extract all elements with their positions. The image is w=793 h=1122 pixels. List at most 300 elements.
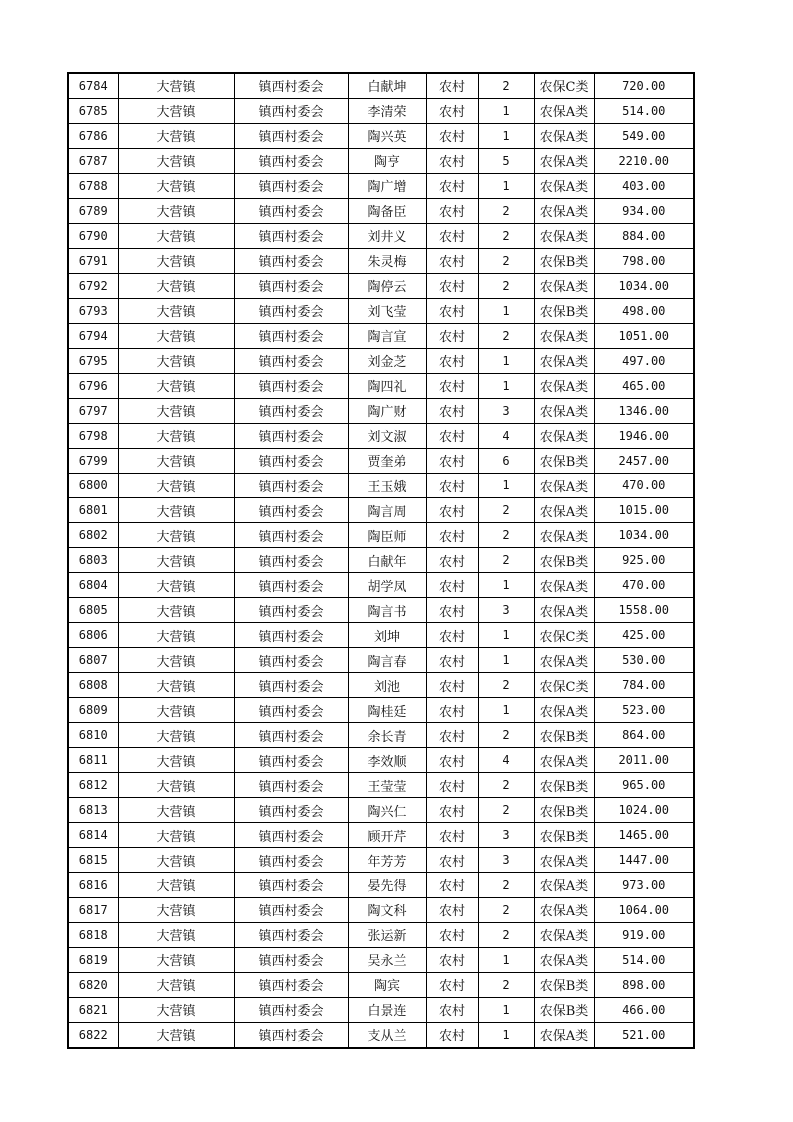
table-row	[68, 273, 694, 298]
name-cell: 刘坤	[348, 623, 426, 648]
household-type-cell: 农村	[426, 548, 478, 573]
amount-cell: 1034.00	[594, 523, 694, 548]
family-size-cell: 1	[478, 473, 534, 498]
row-number-cell: 6793	[68, 298, 118, 323]
household-type-cell: 农村	[426, 723, 478, 748]
amount-cell: 2011.00	[594, 748, 694, 773]
family-size-cell: 1	[478, 1022, 534, 1047]
town-cell: 大营镇	[118, 448, 234, 473]
insurance-category-cell: 农保A类	[534, 348, 594, 373]
amount-cell: 530.00	[594, 648, 694, 673]
family-size-cell: 2	[478, 922, 534, 947]
table-row	[68, 73, 694, 98]
row-number-cell: 6787	[68, 148, 118, 173]
name-cell: 李清荣	[348, 98, 426, 123]
amount-cell: 470.00	[594, 573, 694, 598]
table-row	[68, 947, 694, 972]
insurance-category-cell: 农保A类	[534, 98, 594, 123]
town-cell: 大营镇	[118, 173, 234, 198]
town-cell: 大营镇	[118, 823, 234, 848]
amount-cell: 898.00	[594, 972, 694, 997]
row-number-cell: 6810	[68, 723, 118, 748]
family-size-cell: 1	[478, 947, 534, 972]
family-size-cell: 2	[478, 723, 534, 748]
household-type-cell: 农村	[426, 698, 478, 723]
town-cell: 大营镇	[118, 373, 234, 398]
household-type-cell: 农村	[426, 873, 478, 898]
row-number-cell: 6811	[68, 748, 118, 773]
household-type-cell: 农村	[426, 98, 478, 123]
name-cell: 陶文科	[348, 897, 426, 922]
name-cell: 白献年	[348, 548, 426, 573]
family-size-cell: 3	[478, 598, 534, 623]
amount-cell: 884.00	[594, 223, 694, 248]
town-cell: 大营镇	[118, 698, 234, 723]
row-number-cell: 6820	[68, 972, 118, 997]
amount-cell: 1946.00	[594, 423, 694, 448]
town-cell: 大营镇	[118, 773, 234, 798]
name-cell: 刘井义	[348, 223, 426, 248]
town-cell: 大营镇	[118, 123, 234, 148]
family-size-cell: 2	[478, 323, 534, 348]
name-cell: 胡学凤	[348, 573, 426, 598]
insurance-category-cell: 农保A类	[534, 598, 594, 623]
table-row	[68, 897, 694, 922]
town-cell: 大营镇	[118, 523, 234, 548]
village-committee-cell: 镇西村委会	[234, 73, 348, 98]
insurance-category-cell: 农保A类	[534, 398, 594, 423]
town-cell: 大营镇	[118, 798, 234, 823]
table-row	[68, 723, 694, 748]
family-size-cell: 2	[478, 198, 534, 223]
family-size-cell: 1	[478, 997, 534, 1022]
town-cell: 大营镇	[118, 223, 234, 248]
insurance-category-cell: 农保B类	[534, 548, 594, 573]
table-row	[68, 573, 694, 598]
household-type-cell: 农村	[426, 448, 478, 473]
insurance-category-cell: 农保A类	[534, 648, 594, 673]
household-type-cell: 农村	[426, 523, 478, 548]
family-size-cell: 2	[478, 73, 534, 98]
insurance-category-cell: 农保B类	[534, 723, 594, 748]
row-number-cell: 6795	[68, 348, 118, 373]
name-cell: 晏先得	[348, 873, 426, 898]
family-size-cell: 1	[478, 298, 534, 323]
name-cell: 刘金芝	[348, 348, 426, 373]
insurance-category-cell: 农保A类	[534, 173, 594, 198]
family-size-cell: 1	[478, 648, 534, 673]
village-committee-cell: 镇西村委会	[234, 823, 348, 848]
amount-cell: 965.00	[594, 773, 694, 798]
amount-cell: 549.00	[594, 123, 694, 148]
insurance-category-cell: 农保A类	[534, 423, 594, 448]
name-cell: 陶广增	[348, 173, 426, 198]
household-type-cell: 农村	[426, 897, 478, 922]
town-cell: 大营镇	[118, 673, 234, 698]
table-row	[68, 148, 694, 173]
town-cell: 大营镇	[118, 198, 234, 223]
town-cell: 大营镇	[118, 398, 234, 423]
amount-cell: 1051.00	[594, 323, 694, 348]
row-number-cell: 6822	[68, 1022, 118, 1047]
table-row	[68, 548, 694, 573]
household-type-cell: 农村	[426, 173, 478, 198]
table-row	[68, 248, 694, 273]
insurance-category-cell: 农保A类	[534, 573, 594, 598]
table-row	[68, 123, 694, 148]
insurance-category-cell: 农保A类	[534, 523, 594, 548]
row-number-cell: 6816	[68, 873, 118, 898]
row-number-cell: 6814	[68, 823, 118, 848]
household-type-cell: 农村	[426, 348, 478, 373]
town-cell: 大营镇	[118, 248, 234, 273]
family-size-cell: 3	[478, 823, 534, 848]
table-row	[68, 98, 694, 123]
amount-cell: 470.00	[594, 473, 694, 498]
amount-cell: 1558.00	[594, 598, 694, 623]
name-cell: 陶言书	[348, 598, 426, 623]
row-number-cell: 6807	[68, 648, 118, 673]
amount-cell: 1024.00	[594, 798, 694, 823]
table-row	[68, 823, 694, 848]
name-cell: 支从兰	[348, 1022, 426, 1047]
household-type-cell: 农村	[426, 223, 478, 248]
row-number-cell: 6804	[68, 573, 118, 598]
family-size-cell: 2	[478, 248, 534, 273]
family-size-cell: 2	[478, 273, 534, 298]
table-row	[68, 1022, 694, 1047]
amount-cell: 514.00	[594, 98, 694, 123]
table-row	[68, 648, 694, 673]
household-type-cell: 农村	[426, 248, 478, 273]
village-committee-cell: 镇西村委会	[234, 373, 348, 398]
village-committee-cell: 镇西村委会	[234, 922, 348, 947]
town-cell: 大营镇	[118, 873, 234, 898]
insurance-category-cell: 农保A类	[534, 873, 594, 898]
village-committee-cell: 镇西村委会	[234, 323, 348, 348]
village-committee-cell: 镇西村委会	[234, 273, 348, 298]
village-committee-cell: 镇西村委会	[234, 448, 348, 473]
family-size-cell: 4	[478, 423, 534, 448]
table-row	[68, 922, 694, 947]
row-number-cell: 6819	[68, 947, 118, 972]
village-committee-cell: 镇西村委会	[234, 173, 348, 198]
amount-cell: 784.00	[594, 673, 694, 698]
insurance-category-cell: 农保B类	[534, 997, 594, 1022]
household-type-cell: 农村	[426, 947, 478, 972]
row-number-cell: 6808	[68, 673, 118, 698]
household-type-cell: 农村	[426, 73, 478, 98]
name-cell: 陶兴仁	[348, 798, 426, 823]
town-cell: 大营镇	[118, 298, 234, 323]
household-type-cell: 农村	[426, 623, 478, 648]
table-row	[68, 798, 694, 823]
household-type-cell: 农村	[426, 848, 478, 873]
amount-cell: 1034.00	[594, 273, 694, 298]
town-cell: 大营镇	[118, 148, 234, 173]
name-cell: 陶言宣	[348, 323, 426, 348]
table-row	[68, 848, 694, 873]
family-size-cell: 3	[478, 398, 534, 423]
family-size-cell: 2	[478, 223, 534, 248]
insurance-category-cell: 农保A类	[534, 198, 594, 223]
table-row	[68, 673, 694, 698]
town-cell: 大营镇	[118, 947, 234, 972]
household-type-cell: 农村	[426, 398, 478, 423]
household-type-cell: 农村	[426, 972, 478, 997]
amount-cell: 2210.00	[594, 148, 694, 173]
village-committee-cell: 镇西村委会	[234, 1022, 348, 1047]
amount-cell: 864.00	[594, 723, 694, 748]
row-number-cell: 6818	[68, 922, 118, 947]
family-size-cell: 2	[478, 498, 534, 523]
household-type-cell: 农村	[426, 123, 478, 148]
row-number-cell: 6786	[68, 123, 118, 148]
name-cell: 贾奎弟	[348, 448, 426, 473]
table-row	[68, 348, 694, 373]
village-committee-cell: 镇西村委会	[234, 98, 348, 123]
amount-cell: 514.00	[594, 947, 694, 972]
insurance-category-cell: 农保A类	[534, 947, 594, 972]
table-row	[68, 598, 694, 623]
town-cell: 大营镇	[118, 423, 234, 448]
name-cell: 刘池	[348, 673, 426, 698]
town-cell: 大营镇	[118, 748, 234, 773]
village-committee-cell: 镇西村委会	[234, 947, 348, 972]
family-size-cell: 1	[478, 573, 534, 598]
household-type-cell: 农村	[426, 273, 478, 298]
amount-cell: 403.00	[594, 173, 694, 198]
amount-cell: 919.00	[594, 922, 694, 947]
name-cell: 余长青	[348, 723, 426, 748]
table-row	[68, 373, 694, 398]
insurance-category-cell: 农保C类	[534, 623, 594, 648]
village-committee-cell: 镇西村委会	[234, 473, 348, 498]
row-number-cell: 6792	[68, 273, 118, 298]
name-cell: 陶宾	[348, 972, 426, 997]
village-committee-cell: 镇西村委会	[234, 348, 348, 373]
family-size-cell: 1	[478, 373, 534, 398]
village-committee-cell: 镇西村委会	[234, 773, 348, 798]
name-cell: 刘飞莹	[348, 298, 426, 323]
town-cell: 大营镇	[118, 922, 234, 947]
household-type-cell: 农村	[426, 773, 478, 798]
town-cell: 大营镇	[118, 548, 234, 573]
insurance-category-cell: 农保B类	[534, 248, 594, 273]
family-size-cell: 2	[478, 773, 534, 798]
name-cell: 顾开芹	[348, 823, 426, 848]
town-cell: 大营镇	[118, 972, 234, 997]
village-committee-cell: 镇西村委会	[234, 398, 348, 423]
insurance-category-cell: 农保A类	[534, 848, 594, 873]
insurance-category-cell: 农保A类	[534, 748, 594, 773]
amount-cell: 798.00	[594, 248, 694, 273]
table-row	[68, 323, 694, 348]
village-committee-cell: 镇西村委会	[234, 848, 348, 873]
amount-cell: 925.00	[594, 548, 694, 573]
row-number-cell: 6800	[68, 473, 118, 498]
village-committee-cell: 镇西村委会	[234, 723, 348, 748]
row-number-cell: 6817	[68, 897, 118, 922]
household-type-cell: 农村	[426, 798, 478, 823]
town-cell: 大营镇	[118, 598, 234, 623]
insurance-category-cell: 农保B类	[534, 823, 594, 848]
amount-cell: 521.00	[594, 1022, 694, 1047]
village-committee-cell: 镇西村委会	[234, 648, 348, 673]
village-committee-cell: 镇西村委会	[234, 548, 348, 573]
village-committee-cell: 镇西村委会	[234, 598, 348, 623]
table-row	[68, 748, 694, 773]
insurance-category-cell: 农保A类	[534, 897, 594, 922]
village-committee-cell: 镇西村委会	[234, 897, 348, 922]
amount-cell: 1346.00	[594, 398, 694, 423]
name-cell: 陶亨	[348, 148, 426, 173]
name-cell: 白景连	[348, 997, 426, 1022]
name-cell: 刘文淑	[348, 423, 426, 448]
insurance-category-cell: 农保B类	[534, 448, 594, 473]
town-cell: 大营镇	[118, 73, 234, 98]
table-row	[68, 873, 694, 898]
insurance-category-cell: 农保C类	[534, 73, 594, 98]
village-committee-cell: 镇西村委会	[234, 223, 348, 248]
insurance-category-cell: 农保A类	[534, 273, 594, 298]
name-cell: 陶兴英	[348, 123, 426, 148]
family-size-cell: 2	[478, 798, 534, 823]
insurance-category-cell: 农保A类	[534, 922, 594, 947]
family-size-cell: 6	[478, 448, 534, 473]
village-committee-cell: 镇西村委会	[234, 248, 348, 273]
table-row	[68, 498, 694, 523]
name-cell: 陶言周	[348, 498, 426, 523]
family-size-cell: 5	[478, 148, 534, 173]
family-size-cell: 1	[478, 98, 534, 123]
name-cell: 李效顺	[348, 748, 426, 773]
row-number-cell: 6798	[68, 423, 118, 448]
row-number-cell: 6790	[68, 223, 118, 248]
amount-cell: 466.00	[594, 997, 694, 1022]
village-committee-cell: 镇西村委会	[234, 873, 348, 898]
household-type-cell: 农村	[426, 598, 478, 623]
amount-cell: 2457.00	[594, 448, 694, 473]
town-cell: 大营镇	[118, 273, 234, 298]
table-row	[68, 398, 694, 423]
row-number-cell: 6796	[68, 373, 118, 398]
row-number-cell: 6812	[68, 773, 118, 798]
household-type-cell: 农村	[426, 473, 478, 498]
family-size-cell: 2	[478, 897, 534, 922]
village-committee-cell: 镇西村委会	[234, 623, 348, 648]
town-cell: 大营镇	[118, 473, 234, 498]
table-row	[68, 997, 694, 1022]
name-cell: 陶言春	[348, 648, 426, 673]
village-committee-cell: 镇西村委会	[234, 523, 348, 548]
insurance-category-cell: 农保A类	[534, 148, 594, 173]
household-type-cell: 农村	[426, 198, 478, 223]
town-cell: 大营镇	[118, 648, 234, 673]
table-row	[68, 298, 694, 323]
table-row	[68, 523, 694, 548]
town-cell: 大营镇	[118, 98, 234, 123]
family-size-cell: 2	[478, 548, 534, 573]
family-size-cell: 2	[478, 673, 534, 698]
amount-cell: 465.00	[594, 373, 694, 398]
name-cell: 陶臣师	[348, 523, 426, 548]
insurance-category-cell: 农保B类	[534, 972, 594, 997]
row-number-cell: 6802	[68, 523, 118, 548]
town-cell: 大营镇	[118, 323, 234, 348]
household-type-cell: 农村	[426, 573, 478, 598]
table-row	[68, 773, 694, 798]
household-type-cell: 农村	[426, 673, 478, 698]
village-committee-cell: 镇西村委会	[234, 423, 348, 448]
insurance-category-cell: 农保C类	[534, 673, 594, 698]
row-number-cell: 6789	[68, 198, 118, 223]
family-size-cell: 1	[478, 348, 534, 373]
name-cell: 陶桂廷	[348, 698, 426, 723]
row-number-cell: 6799	[68, 448, 118, 473]
row-number-cell: 6809	[68, 698, 118, 723]
town-cell: 大营镇	[118, 723, 234, 748]
village-committee-cell: 镇西村委会	[234, 148, 348, 173]
town-cell: 大营镇	[118, 348, 234, 373]
town-cell: 大营镇	[118, 623, 234, 648]
family-size-cell: 2	[478, 972, 534, 997]
name-cell: 吴永兰	[348, 947, 426, 972]
amount-cell: 523.00	[594, 698, 694, 723]
table-row	[68, 173, 694, 198]
name-cell: 王玉娥	[348, 473, 426, 498]
amount-cell: 1447.00	[594, 848, 694, 873]
row-number-cell: 6794	[68, 323, 118, 348]
village-committee-cell: 镇西村委会	[234, 698, 348, 723]
insurance-category-cell: 农保B类	[534, 798, 594, 823]
row-number-cell: 6806	[68, 623, 118, 648]
name-cell: 陶四礼	[348, 373, 426, 398]
table-row	[68, 473, 694, 498]
insurance-category-cell: 农保A类	[534, 223, 594, 248]
amount-cell: 497.00	[594, 348, 694, 373]
village-committee-cell: 镇西村委会	[234, 123, 348, 148]
row-number-cell: 6784	[68, 73, 118, 98]
name-cell: 张运新	[348, 922, 426, 947]
town-cell: 大营镇	[118, 848, 234, 873]
row-number-cell: 6821	[68, 997, 118, 1022]
table-row	[68, 423, 694, 448]
insurance-category-cell: 农保A类	[534, 698, 594, 723]
household-type-cell: 农村	[426, 373, 478, 398]
town-cell: 大营镇	[118, 897, 234, 922]
family-size-cell: 3	[478, 848, 534, 873]
row-number-cell: 6791	[68, 248, 118, 273]
village-committee-cell: 镇西村委会	[234, 498, 348, 523]
household-type-cell: 农村	[426, 148, 478, 173]
insurance-category-cell: 农保B类	[534, 773, 594, 798]
household-type-cell: 农村	[426, 997, 478, 1022]
household-type-cell: 农村	[426, 823, 478, 848]
town-cell: 大营镇	[118, 573, 234, 598]
amount-cell: 498.00	[594, 298, 694, 323]
name-cell: 陶停云	[348, 273, 426, 298]
town-cell: 大营镇	[118, 1022, 234, 1047]
village-committee-cell: 镇西村委会	[234, 673, 348, 698]
table-row	[68, 448, 694, 473]
village-committee-cell: 镇西村委会	[234, 298, 348, 323]
name-cell: 年芳芳	[348, 848, 426, 873]
household-type-cell: 农村	[426, 648, 478, 673]
row-number-cell: 6813	[68, 798, 118, 823]
name-cell: 陶广财	[348, 398, 426, 423]
benefit-table	[67, 72, 695, 1049]
